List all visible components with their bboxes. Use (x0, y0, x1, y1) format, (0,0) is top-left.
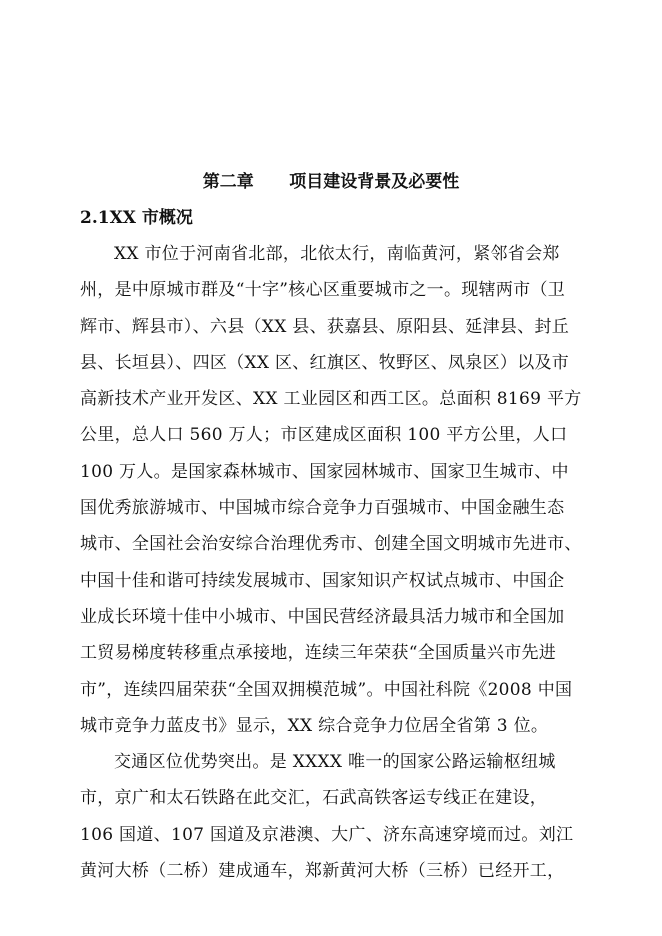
paragraph-line: 中国十佳和谐可持续发展城市、国家知识产权试点城市、中国企 (80, 570, 565, 591)
body-text (80, 236, 590, 889)
paragraph-line: 辉市、辉县市）、六县（XX 县、获嘉县、原阳县、延津县、封丘 (80, 316, 570, 337)
paragraph-line: 业成长环境十佳中小城市、中国民营经济最具活力城市和全国加 (80, 606, 565, 627)
paragraph-line: 市”，连续四届荣获“全国双拥模范城”。中国社科院《2008 中国 (80, 679, 573, 700)
paragraph-line: XX 市位于河南省北部，北依太行，南临黄河，紧邻省会郑 (114, 244, 560, 264)
paragraph-line: 县、长垣县）、四区（XX 区、红旗区、牧野区、凤泉区）以及市 (80, 352, 570, 373)
paragraph-line: 106 国道、107 国道及京港澳、大广、济东高速穿境而过。刘江 (80, 824, 574, 845)
paragraph-line: 城市竞争力蓝皮书》显示，XX 综合竞争力位居全省第 3 位。 (80, 715, 549, 736)
paragraph-line: 城市、全国社会治安综合治理优秀市、创建全国文明城市先进市、 (80, 534, 582, 555)
paragraph-line: 公里，总人口 560 万人；市区建成区面积 100 平方公里，人口 (80, 425, 568, 446)
chapter-title: 第二章 项目建设背景及必要性 (202, 172, 460, 192)
paragraph-line: 州，是中原城市群及“十字”核心区重要城市之一。现辖两市（卫 (80, 280, 566, 301)
paragraph-line: 国优秀旅游城市、中国城市综合竞争力百强城市、中国金融生态 (80, 498, 565, 519)
paragraph-line: 100 万人。是国家森林城市、国家园林城市、国家卫生城市、中 (80, 461, 569, 482)
paragraph-line: 交通区位优势突出。是 XXXX 唯一的国家公路运输枢纽城 (114, 752, 556, 773)
paragraph-line: 工贸易梯度转移重点承接地，连续三年荣获“全国质量兴市先进 (80, 643, 557, 664)
paragraph-line: 黄河大桥（二桥）建成通车，郑新黄河大桥（三桥）已经开工， (80, 861, 565, 882)
paragraph-line: 高新技术产业开发区、XX 工业园区和西工区。总面积 8169 平方 (80, 389, 582, 410)
section-title: 2.1XX 市概况 (80, 208, 193, 228)
paragraph-line: 市，京广和太石铁路在此交汇，石武高铁客运专线正在建设， (80, 788, 548, 809)
